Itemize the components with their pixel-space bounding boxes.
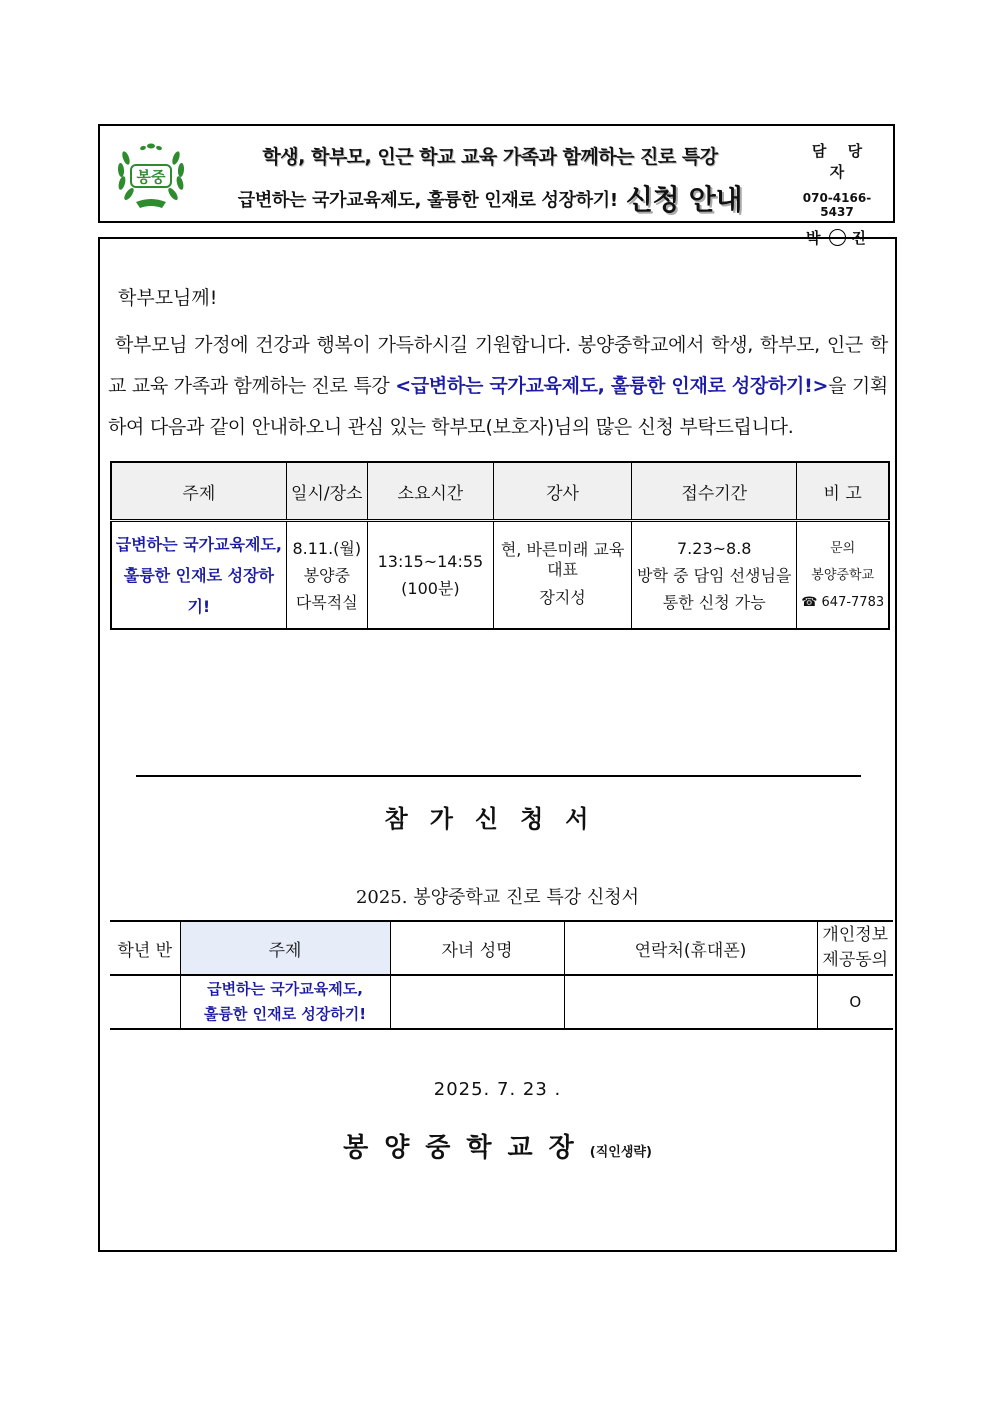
app-topic-line2: 훌륭한 인재로 성장하기!	[203, 1005, 367, 1023]
document-date: 2025. 7. 23 .	[433, 1079, 562, 1100]
contact-name-first: 박	[806, 229, 823, 247]
info-table	[110, 461, 890, 630]
info-lecturer-line1: 현, 바른미래 교육	[500, 539, 625, 559]
application-header-row	[110, 921, 893, 975]
info-period-line3: 통한 신청 가능	[662, 592, 766, 612]
info-period-line1: 7.23~8.8	[677, 538, 752, 558]
school-logo	[114, 140, 188, 210]
header-box	[98, 124, 895, 247]
app-child-name-cell[interactable]	[390, 975, 564, 1029]
info-table-header-row	[111, 462, 889, 521]
app-header-class: 학년 반	[110, 921, 180, 975]
info-table-row	[111, 521, 889, 630]
info-header-date: 일시/장소	[286, 462, 367, 521]
application-subtitle: 2025. 봉양중학교 진로 특강 신청서	[355, 887, 640, 908]
info-header-note: 비 고	[797, 462, 889, 521]
greeting: 학부모님께!	[118, 287, 218, 309]
info-time-line1: 13:15~14:55	[377, 552, 484, 571]
app-header-phone: 연락처(휴대폰)	[564, 921, 817, 975]
application-row	[110, 975, 893, 1029]
application-title: 참가신청서	[384, 805, 611, 833]
app-topic-cell	[180, 975, 390, 1029]
info-header-topic: 주제	[111, 462, 286, 521]
info-topic-cell	[111, 521, 286, 630]
info-lecturer-line2: 대표	[547, 559, 579, 579]
info-time-line2: (100분)	[401, 579, 460, 598]
app-header-consent	[817, 921, 893, 975]
info-header-period: 접수기간	[632, 462, 797, 521]
intro-paragraph	[108, 325, 888, 448]
info-header-lecturer: 강사	[493, 462, 631, 521]
info-date-line1: 8.11.(월)	[292, 538, 362, 558]
info-lecturer-cell	[493, 521, 631, 630]
info-time-cell	[367, 521, 493, 630]
header-title-subject: 급변하는 국가교육제도, 훌륭한 인재로 성장하기!	[237, 190, 618, 211]
info-note-cell	[797, 521, 889, 630]
app-phone-cell[interactable]	[564, 975, 817, 1029]
application-table	[110, 920, 893, 1030]
info-period-line2: 방학 중 담임 선생님을	[637, 565, 792, 585]
contact-block	[787, 140, 887, 248]
intro-part1: 학부모님 가정에 건강과 행복이 가득하시길 기원합니다. 봉양중학교에서 학생, 학부모, 인근 학교 교육 가족과 함께하는 진로 특강	[108, 334, 888, 397]
principal-seal-note: (직인생략)	[589, 1145, 652, 1160]
contact-role: 담 당 자	[811, 142, 871, 181]
contact-phone: 070-4166-5437	[802, 191, 872, 219]
header-title-line2	[210, 178, 770, 218]
info-header-time: 소요시간	[367, 462, 493, 521]
info-note-line2: 봉양중학교	[811, 567, 875, 583]
intro-highlight: <급변하는 국가교육제도, 훌륭한 인재로 성장하기!>	[395, 375, 829, 397]
info-period-cell	[632, 521, 797, 630]
logo-text: 봉중	[136, 168, 166, 186]
app-header-child-name: 자녀 성명	[390, 921, 564, 975]
info-note-line3: ☎ 647-7783	[801, 594, 885, 610]
app-class-cell[interactable]	[110, 975, 180, 1029]
info-note-line1: 문의	[830, 540, 856, 556]
info-topic-line1: 급변하는 국가교육제도,	[115, 534, 282, 554]
app-topic-line1: 급변하는 국가교육제도,	[207, 980, 363, 998]
app-header-consent-line2: 제공동의	[822, 950, 889, 970]
app-consent-cell[interactable]: O	[817, 975, 893, 1029]
info-topic-line2: 훌륭한 인재로 성장하기!	[123, 565, 274, 616]
main-box	[98, 237, 897, 1252]
principal-title: 봉양중학교장	[343, 1133, 590, 1163]
info-date-line3: 다목적실	[295, 592, 358, 612]
app-header-consent-line1: 개인정보	[822, 925, 889, 945]
header-title-big: 신청 안내	[625, 183, 743, 216]
contact-name-last: 진	[851, 229, 868, 247]
principal-signature	[100, 1127, 895, 1164]
info-date-cell	[286, 521, 367, 630]
info-lecturer-line3: 장지성	[539, 587, 586, 607]
intro-part2: 을 기획하여 다음과 같이 안내하오니 관심 있는 학부모(보호자)님의 많은 신청 부탁드립니다.	[108, 375, 888, 438]
info-date-line2: 봉양중	[303, 565, 350, 585]
app-header-topic: 주제	[180, 921, 390, 975]
header-title-line1: 학생, 학부모, 인근 학교 교육 가족과 함께하는 진로 특강	[262, 146, 718, 168]
cut-divider	[136, 775, 861, 777]
